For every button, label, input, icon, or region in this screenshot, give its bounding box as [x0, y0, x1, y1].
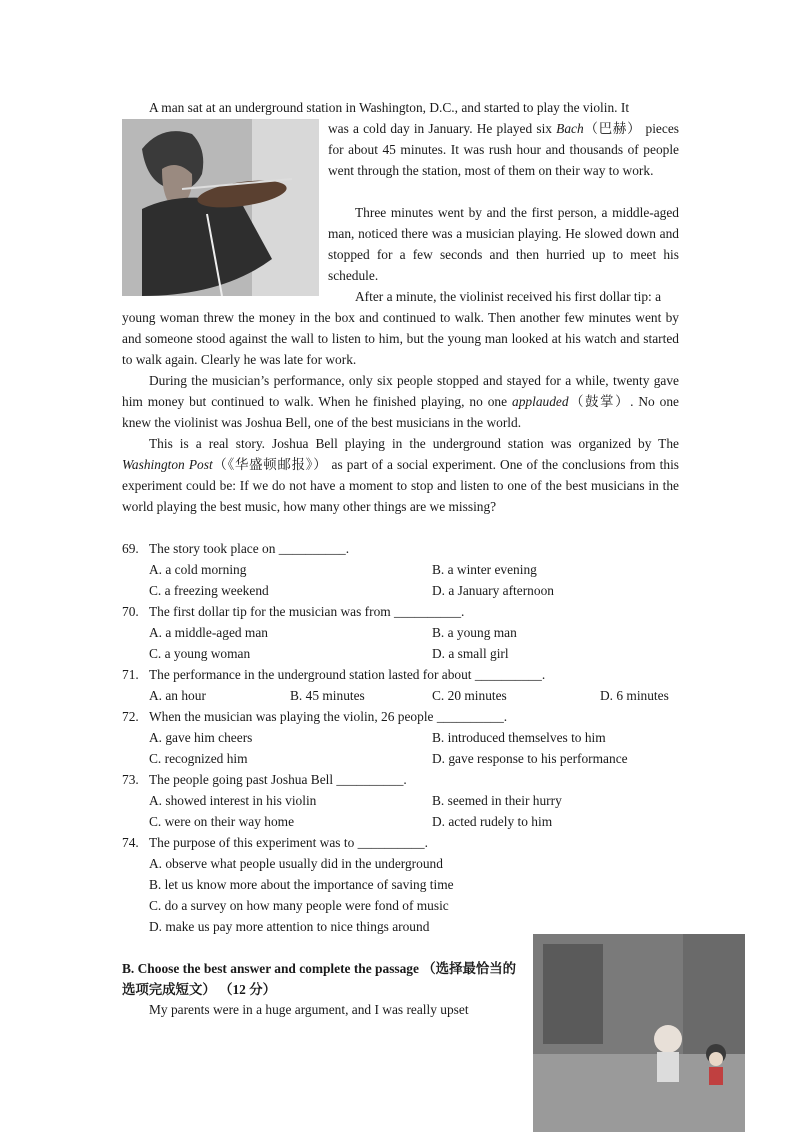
option-69-d[interactable]: D. a January afternoon [432, 583, 554, 598]
option-73-a[interactable]: A. showed interest in his violin [149, 793, 317, 808]
bach-chinese: （巴赫） [583, 121, 642, 136]
option-72-b[interactable]: B. introduced themselves to him [432, 730, 606, 745]
option-73-b[interactable]: B. seemed in their hurry [432, 793, 562, 808]
paragraph-1-text-a: was a cold day in January. He played six [328, 121, 557, 136]
option-72-d[interactable]: D. gave response to his performance [432, 751, 628, 766]
passage-paragraph-3: young woman threw the money in the box and continued to walk. Then another few minutes went by and someone stood against the wall to listen to him, but the young man looked at his watch and started to walk again. Clearly he was late for work. [122, 310, 679, 367]
question-stem: The people going past Joshua Bell __________. [149, 772, 407, 787]
paragraph-1-text-b: pieces for about 45 minutes. It was rush hour and thousands of people went through the station, most of them on their way to work. [328, 121, 679, 178]
option-69-c[interactable]: C. a freezing weekend [149, 583, 269, 598]
paragraph-5-text-b: as part of a social experiment. One of the conclusions from this experiment could be: If we do not have a moment to stop and listen to one of the best musicians in the world playing the best music, how many other things are we missing? [122, 457, 679, 514]
section-b-first-line: My parents were in a huge argument, and I was really upset [149, 1002, 469, 1017]
option-74-a[interactable]: A. observe what people usually did in the underground [149, 856, 443, 871]
question-69 [122, 538, 682, 559]
applauded-word: applauded [512, 394, 569, 409]
paragraph-5-text-a: This is a real story. Joshua Bell playing in the underground station was organized by The [149, 436, 679, 451]
passage-paragraph-5 [122, 433, 679, 517]
question-number: 74. [122, 835, 139, 850]
option-72-a[interactable]: A. gave him cheers [149, 730, 253, 745]
washington-post-chinese: （《华盛顿邮报》） [212, 457, 328, 472]
option-70-d[interactable]: D. a small girl [432, 646, 509, 661]
option-72-c[interactable]: C. recognized him [149, 751, 248, 766]
applauded-chinese: （鼓掌） [568, 394, 631, 409]
question-number: 71. [122, 667, 139, 682]
question-number: 72. [122, 709, 139, 724]
option-70-c[interactable]: C. a young woman [149, 646, 251, 661]
question-stem: The story took place on __________. [149, 541, 350, 556]
option-74-d[interactable]: D. make us pay more attention to nice things around [149, 919, 430, 934]
question-73 [122, 769, 682, 790]
option-71-b[interactable]: B. 45 minutes [290, 688, 365, 703]
violinist-photo [122, 119, 319, 296]
passage-paragraph-3-start: After a minute, the violinist received his first dollar tip: a [355, 289, 662, 304]
option-71-a[interactable]: A. an hour [149, 688, 206, 703]
question-71 [122, 664, 682, 685]
option-71-c[interactable]: C. 20 minutes [432, 688, 507, 703]
passage-paragraph-2: Three minutes went by and the first person, a middle-aged man, noticed there was a musician playing. He slowed down and stopped for a few seconds and then hurried up to meet his schedule. [328, 205, 679, 283]
option-73-d[interactable]: D. acted rudely to him [432, 814, 553, 829]
option-74-c[interactable]: C. do a survey on how many people were fond of music [149, 898, 449, 913]
question-74 [122, 832, 682, 853]
bach-word: Bach [556, 121, 584, 136]
question-stem: The first dollar tip for the musician was from __________. [149, 604, 465, 619]
option-69-b[interactable]: B. a winter evening [432, 562, 537, 577]
question-70 [122, 601, 682, 622]
option-70-a[interactable]: A. a middle-aged man [149, 625, 268, 640]
passage-paragraph-1 [328, 118, 679, 181]
option-69-a[interactable]: A. a cold morning [149, 562, 247, 577]
question-72 [122, 706, 682, 727]
question-stem: When the musician was playing the violin, 26 people __________. [149, 709, 508, 724]
passage-line-1: A man sat at an underground station in Washington, D.C., and started to play the violin. It [149, 100, 630, 115]
question-number: 70. [122, 604, 139, 619]
paragraph-4-text-a: During the musician’s performance, only six people stopped and stayed for a while, twenty gave him money but continued to walk. When he finished playing, no one [122, 373, 679, 409]
question-stem: The purpose of this experiment was to __________. [149, 835, 428, 850]
question-number: 69. [122, 541, 139, 556]
option-73-c[interactable]: C. were on their way home [149, 814, 295, 829]
question-number: 73. [122, 772, 139, 787]
option-74-b[interactable]: B. let us know more about the importance of saving time [149, 877, 454, 892]
option-71-d[interactable]: D. 6 minutes [600, 688, 669, 703]
question-stem: The performance in the underground station lasted for about __________. [149, 667, 546, 682]
section-b-heading: B. Choose the best answer and complete the passage （选择最恰当的选项完成短文） （12 分） [122, 961, 517, 997]
cartoon-illustration [533, 934, 745, 1132]
passage-paragraph-4 [122, 370, 679, 433]
paragraph-4-text-b: . No one knew the violinist was Joshua Bell, one of the best musicians in the world. [122, 394, 680, 430]
washington-post: Washington Post [122, 457, 213, 472]
option-70-b[interactable]: B. a young man [432, 625, 517, 640]
